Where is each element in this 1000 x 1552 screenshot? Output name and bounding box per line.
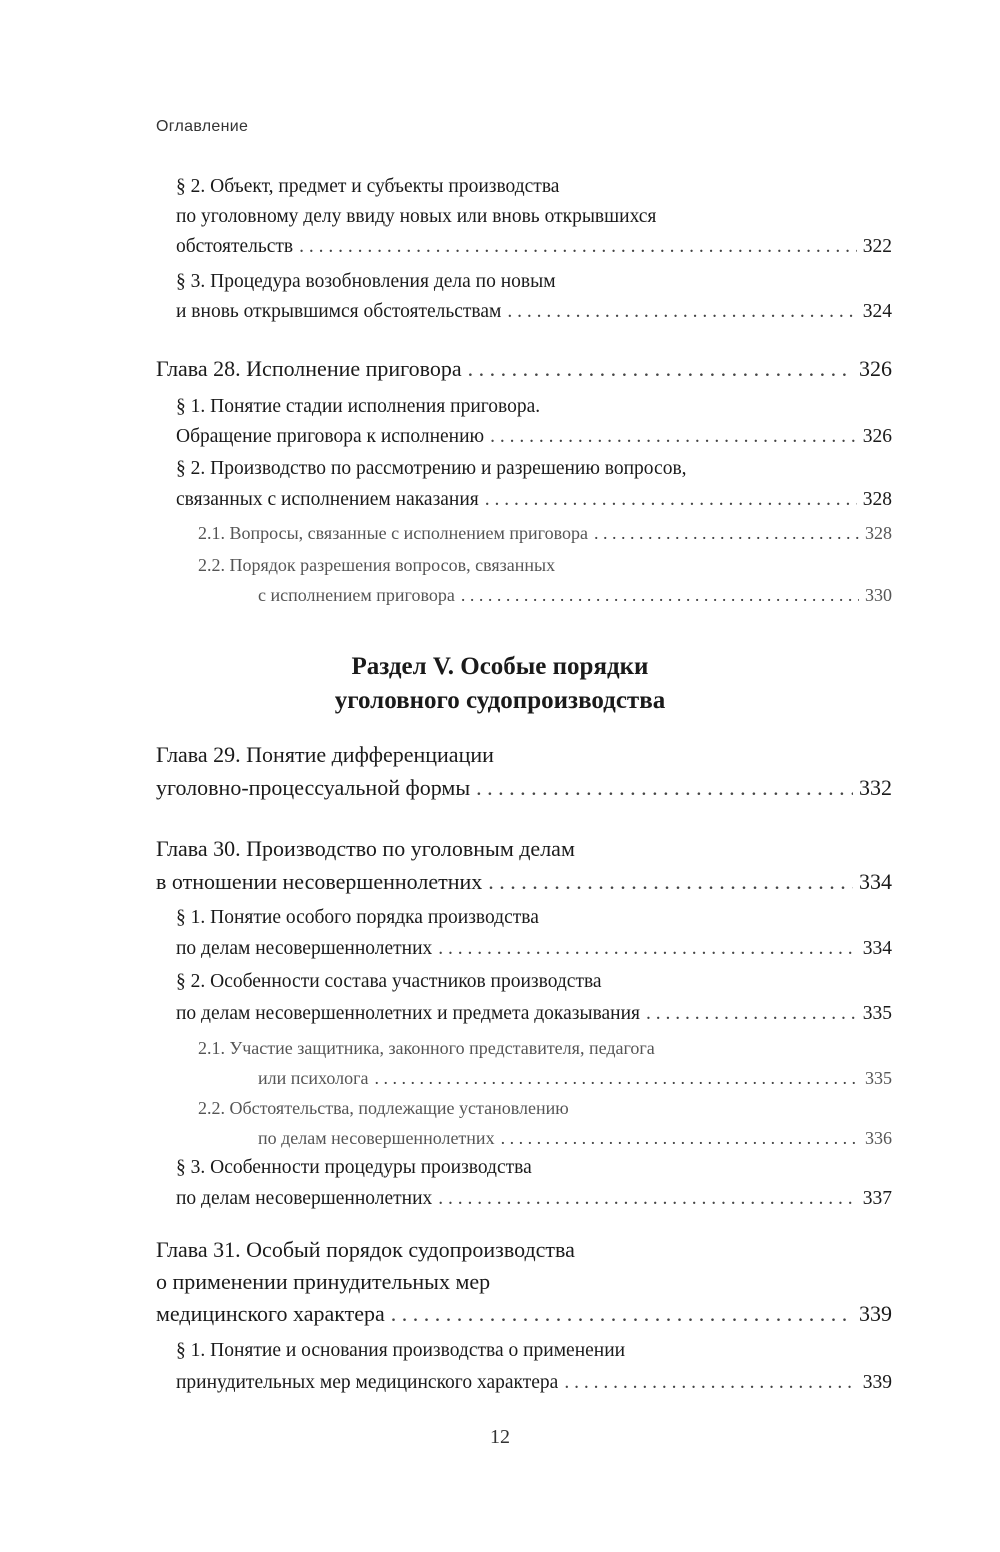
toc-page-number: 335 xyxy=(865,1068,892,1088)
toc-entry-text: § 1. Понятие стадии исполнения приговора. xyxy=(176,396,541,417)
toc-entry-text: § 2. Производство по рассмотрению и разрешению вопросов, xyxy=(176,458,687,479)
toc-entry-text: § 3. Особенности процедуры производства xyxy=(176,1157,532,1178)
toc-entry-text: Обращение приговора к исполнению xyxy=(176,426,485,447)
toc-page-number: 328 xyxy=(865,523,892,543)
toc-entry-chapter-30[interactable] xyxy=(156,836,892,900)
leader-dots xyxy=(490,426,857,448)
toc-entry-par3-procedure-features[interactable] xyxy=(176,1157,892,1217)
toc-entry-text: § 1. Понятие особого порядка производства xyxy=(176,907,539,928)
toc-entry-text: по делам несовершеннолетних и предмета доказывания xyxy=(176,1003,641,1024)
toc-entry-sub-2-2[interactable] xyxy=(198,555,892,615)
leader-dots xyxy=(646,1003,857,1025)
toc-entry-text: § 2. Объект, предмет и субъекты производства xyxy=(176,176,560,197)
toc-page-number: 337 xyxy=(862,1188,892,1209)
section-heading-line: Раздел V. Особые порядки xyxy=(351,653,649,680)
toc-page-number: 335 xyxy=(862,1003,892,1024)
leader-dots xyxy=(438,938,856,960)
leader-dots xyxy=(485,489,857,511)
leader-dots xyxy=(391,1301,853,1327)
page-number: 12 xyxy=(490,1426,510,1448)
toc-entry-text: принудительных мер медицинского характера xyxy=(176,1372,559,1393)
toc-entry-chapter-31[interactable] xyxy=(156,1237,892,1335)
toc-entry-text: 2.2. Обстоятельства, подлежащие установлению xyxy=(198,1098,569,1118)
toc-page-number: 336 xyxy=(865,1128,892,1148)
leader-dots xyxy=(476,775,853,801)
toc-entry-chapter-28[interactable] xyxy=(156,356,892,388)
section-heading-line: уголовного судопроизводства xyxy=(334,687,666,714)
toc-entry-text: с исполнением приговора xyxy=(258,585,455,605)
leader-dots xyxy=(594,523,859,544)
toc-entry-text: Глава 29. Понятие дифференциации xyxy=(156,742,494,767)
toc-page-number: 324 xyxy=(862,301,892,322)
leader-dots xyxy=(299,236,857,258)
toc-entry-sub-2-1[interactable] xyxy=(198,523,892,551)
toc-page-number: 334 xyxy=(859,869,892,894)
toc-entry-text: и вновь открывшимся обстоятельствам xyxy=(176,301,502,322)
running-header: Оглавление xyxy=(156,118,249,135)
toc-entry-par1-minors-procedure[interactable] xyxy=(176,907,892,967)
toc-entry-text: § 1. Понятие и основания производства о применении xyxy=(176,1340,626,1361)
toc-entry-text: связанных с исполнением наказания xyxy=(176,489,479,510)
toc-entry-sub-2-1-defender[interactable] xyxy=(198,1038,892,1098)
toc-page-number: 332 xyxy=(859,775,892,800)
toc-entry-text: уголовно-процессуальной формы xyxy=(156,775,471,800)
toc-page-number: 328 xyxy=(862,489,892,510)
toc-entry-par2-object[interactable] xyxy=(176,176,892,266)
leader-dots xyxy=(501,1128,859,1149)
toc-entry-text: Глава 31. Особый порядок судопроизводства xyxy=(156,1237,575,1262)
section-heading[interactable] xyxy=(0,650,1000,718)
toc-page-number: 334 xyxy=(862,938,892,959)
toc-entry-text: обстоятельств xyxy=(176,236,294,257)
toc-entry-text: Глава 28. Исполнение приговора xyxy=(156,356,462,381)
leader-dots xyxy=(488,869,853,895)
toc-entry-sub-2-2-circumstances[interactable] xyxy=(198,1098,892,1158)
leader-dots xyxy=(461,585,859,606)
toc-entry-par2-participants[interactable] xyxy=(176,971,892,1031)
toc-entry-chapter-29[interactable] xyxy=(156,742,892,806)
toc-entry-text: в отношении несовершеннолетних xyxy=(156,869,483,894)
toc-entry-text: § 2. Особенности состава участников производства xyxy=(176,971,602,992)
toc-entry-text: § 3. Процедура возобновления дела по новым xyxy=(176,271,556,292)
toc-entry-text: о применении принудительных мер xyxy=(156,1269,491,1294)
toc-entry-par1-execution-stage[interactable] xyxy=(176,396,892,456)
toc-page-number: 326 xyxy=(862,426,892,447)
toc-entry-par3-procedure[interactable] xyxy=(176,271,892,331)
toc-entry-text: медицинского характера xyxy=(156,1301,385,1326)
toc-entry-text: по уголовному делу ввиду новых или вновь открывшихся xyxy=(176,206,657,227)
toc-page-number: 326 xyxy=(859,356,892,381)
toc-entry-text: Глава 30. Производство по уголовным делам xyxy=(156,836,575,861)
toc-entry-par2-questions[interactable] xyxy=(176,458,892,518)
leader-dots xyxy=(507,301,856,323)
toc-entry-text: по делам несовершеннолетних xyxy=(176,1188,433,1209)
toc-page-number: 339 xyxy=(862,1372,892,1393)
toc-entry-text: 2.1. Вопросы, связанные с исполнением приговора xyxy=(198,523,588,543)
leader-dots xyxy=(374,1068,859,1089)
toc-page-number: 339 xyxy=(859,1301,892,1326)
leader-dots xyxy=(468,356,853,382)
leader-dots xyxy=(438,1188,856,1210)
leader-dots xyxy=(564,1372,856,1394)
toc-entry-text: 2.2. Порядок разрешения вопросов, связанных xyxy=(198,555,556,575)
toc-entry-par1-coercive-measures[interactable] xyxy=(176,1340,892,1400)
toc-page-number: 330 xyxy=(865,585,892,605)
toc-entry-text: по делам несовершеннолетних xyxy=(258,1128,495,1148)
toc-entry-text: 2.1. Участие защитника, законного представителя, педагога xyxy=(198,1038,655,1058)
toc-page-number: 322 xyxy=(862,236,892,257)
toc-entry-text: по делам несовершеннолетних xyxy=(176,938,433,959)
toc-entry-text: или психолога xyxy=(258,1068,369,1088)
